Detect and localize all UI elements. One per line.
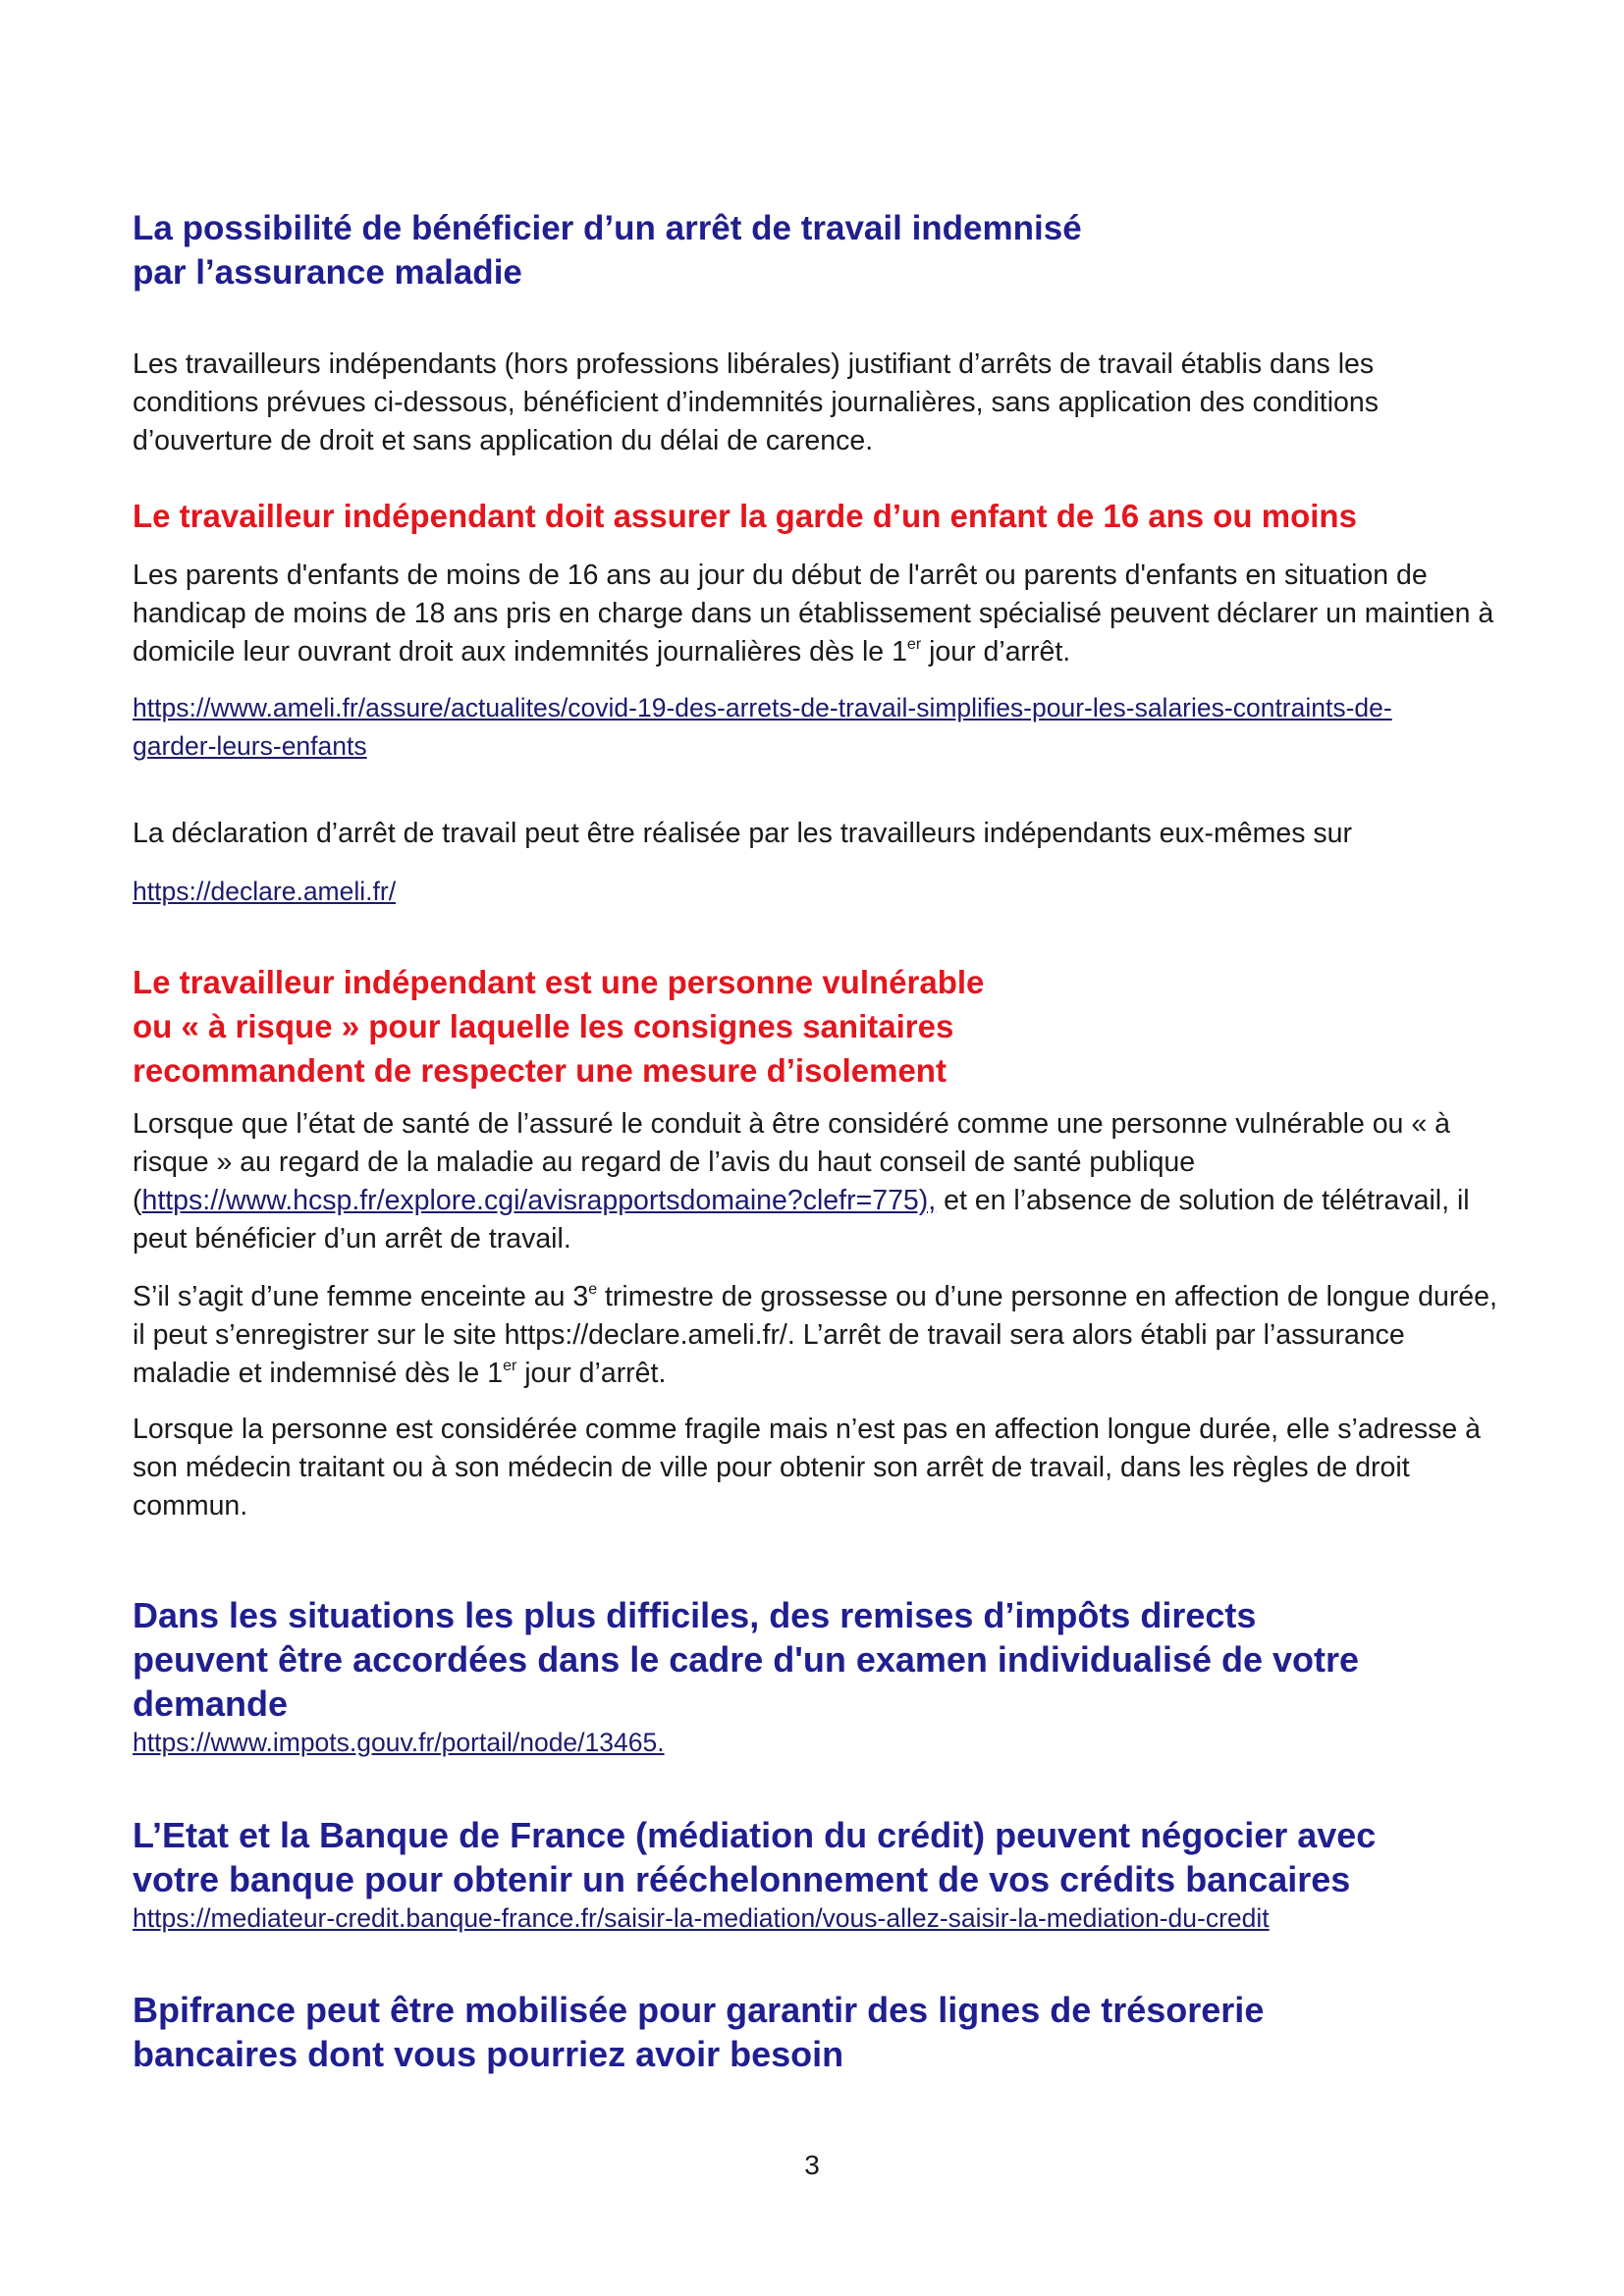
title-line: ou « à risque » pour laquelle les consignes sanitaires: [133, 1008, 954, 1044]
section-title-garde-enfant: Le travailleur indépendant doit assurer la garde d’un enfant de 16 ans ou moins: [133, 498, 1357, 534]
ameli-garde-enfant-link[interactable]: [133, 689, 1497, 766]
title-line: peuvent être accordées dans le cadre d'un examen individualisé de votre: [133, 1639, 1360, 1680]
page-number: 3: [804, 2150, 820, 2180]
declaration-paragraph: La déclaration d’arrêt de travail peut être réalisée par les travailleurs indépendants eux-mêmes sur: [133, 818, 1352, 849]
mediateur-credit-link[interactable]: https://mediateur-credit.banque-france.fr/saisir-la-mediation/vous-allez-saisir-la-mediation-du-credit: [133, 1903, 1270, 1933]
title-line: Le travailleur indépendant est une personne vulnérable: [133, 964, 985, 1000]
garde-enfant-paragraph: [133, 557, 1497, 671]
title-line: demande: [133, 1683, 289, 1724]
femme-enceinte-paragraph: [133, 1278, 1497, 1393]
title-line: Dans les situations les plus difficiles, des remises d’impôts directs: [133, 1595, 1257, 1635]
vulnerable-paragraph: [133, 1105, 1497, 1258]
paragraph-text: Les parents d'enfants de moins de 16 ans au jour du début de l'arrêt ou parents d'enfants en situation de handicap de moins de 18 ans pris en charge dans un établissement spécialisé peuvent déclarer un maintien à domicile leur ouvrant droit aux indemnités journalières dès le 1: [133, 560, 1494, 667]
section-title-arret-travail: [133, 206, 1497, 294]
superscript: er: [906, 635, 922, 653]
title-line: bancaires dont vous pourriez avoir besoin: [133, 2034, 844, 2074]
title-line: L’Etat et la Banque de France (médiation du crédit) peuvent négocier avec: [133, 1815, 1377, 1855]
superscript: er: [503, 1357, 517, 1374]
link-line[interactable]: garder-leurs-enfants: [133, 731, 367, 761]
link-line[interactable]: https://www.ameli.fr/assure/actualites/covid-19-des-arrets-de-travail-simplifies-pour-les-salaries-contraints-de-: [133, 693, 1392, 722]
title-line: recommandent de respecter une mesure d’isolement: [133, 1052, 947, 1089]
title-line: par l’assurance maladie: [133, 253, 522, 292]
intro-paragraph: Les travailleurs indépendants (hors professions libérales) justifiant d’arrêts de travail établis dans les conditions prévues ci-dessous, bénéficient d’indemnités journalières, sans application des conditions d’ouverture de droit et sans application du délai de carence.: [133, 348, 1379, 456]
paragraph-text: jour d’arrêt.: [921, 636, 1071, 667]
personne-fragile-paragraph: Lorsque la personne est considérée comme fragile mais n’est pas en affection longue durée, elle s’adresse à son médecin traitant ou à son médecin de ville pour obtenir son arrêt de travail, dans les règles de droit commun.: [133, 1414, 1482, 1522]
superscript: e: [588, 1280, 598, 1298]
section-title-personne-vulnerable: [133, 960, 1497, 1093]
title-line: Bpifrance peut être mobilisée pour garantir des lignes de trésorerie: [133, 1990, 1265, 2030]
paragraph-text: S’il s’agit d’une femme enceinte au 3: [133, 1281, 589, 1312]
section-title-mediation-credit: [133, 1813, 1497, 1901]
hcsp-link[interactable]: https://www.hcsp.fr/explore.cgi/avisrapportsdomaine?clefr=775),: [141, 1185, 937, 1216]
paragraph-text: Lorsque que l’état de santé de l’assuré le conduit à être considéré comme une personne vulnérable ou « à risque » au regard de la maladie au regard de l’avis du haut conseil de santé publique (: [133, 1108, 1450, 1216]
paragraph-text: et en l’absence de solution de télétravail, il peut bénéficier d’un arrêt de travail.: [133, 1185, 1470, 1255]
paragraph-text: jour d’arrêt.: [516, 1358, 667, 1389]
impots-link[interactable]: https://www.impots.gouv.fr/portail/node/13465.: [133, 1728, 665, 1757]
section-title-remises-impots: [133, 1593, 1497, 1726]
title-line: La possibilité de bénéficier d’un arrêt de travail indemnisé: [133, 209, 1082, 247]
title-line: votre banque pour obtenir un rééchelonnement de vos crédits bancaires: [133, 1859, 1351, 1899]
declare-ameli-link[interactable]: https://declare.ameli.fr/: [133, 877, 397, 906]
paragraph-text: trimestre de grossesse ou d’une personne en affection de longue durée, il peut s’enregistrer sur le site https://declare.ameli.fr/. L’arrêt de travail sera alors établi par l’assurance maladie et indemnisé dès le 1: [133, 1281, 1497, 1389]
section-title-bpifrance: [133, 1988, 1497, 2076]
